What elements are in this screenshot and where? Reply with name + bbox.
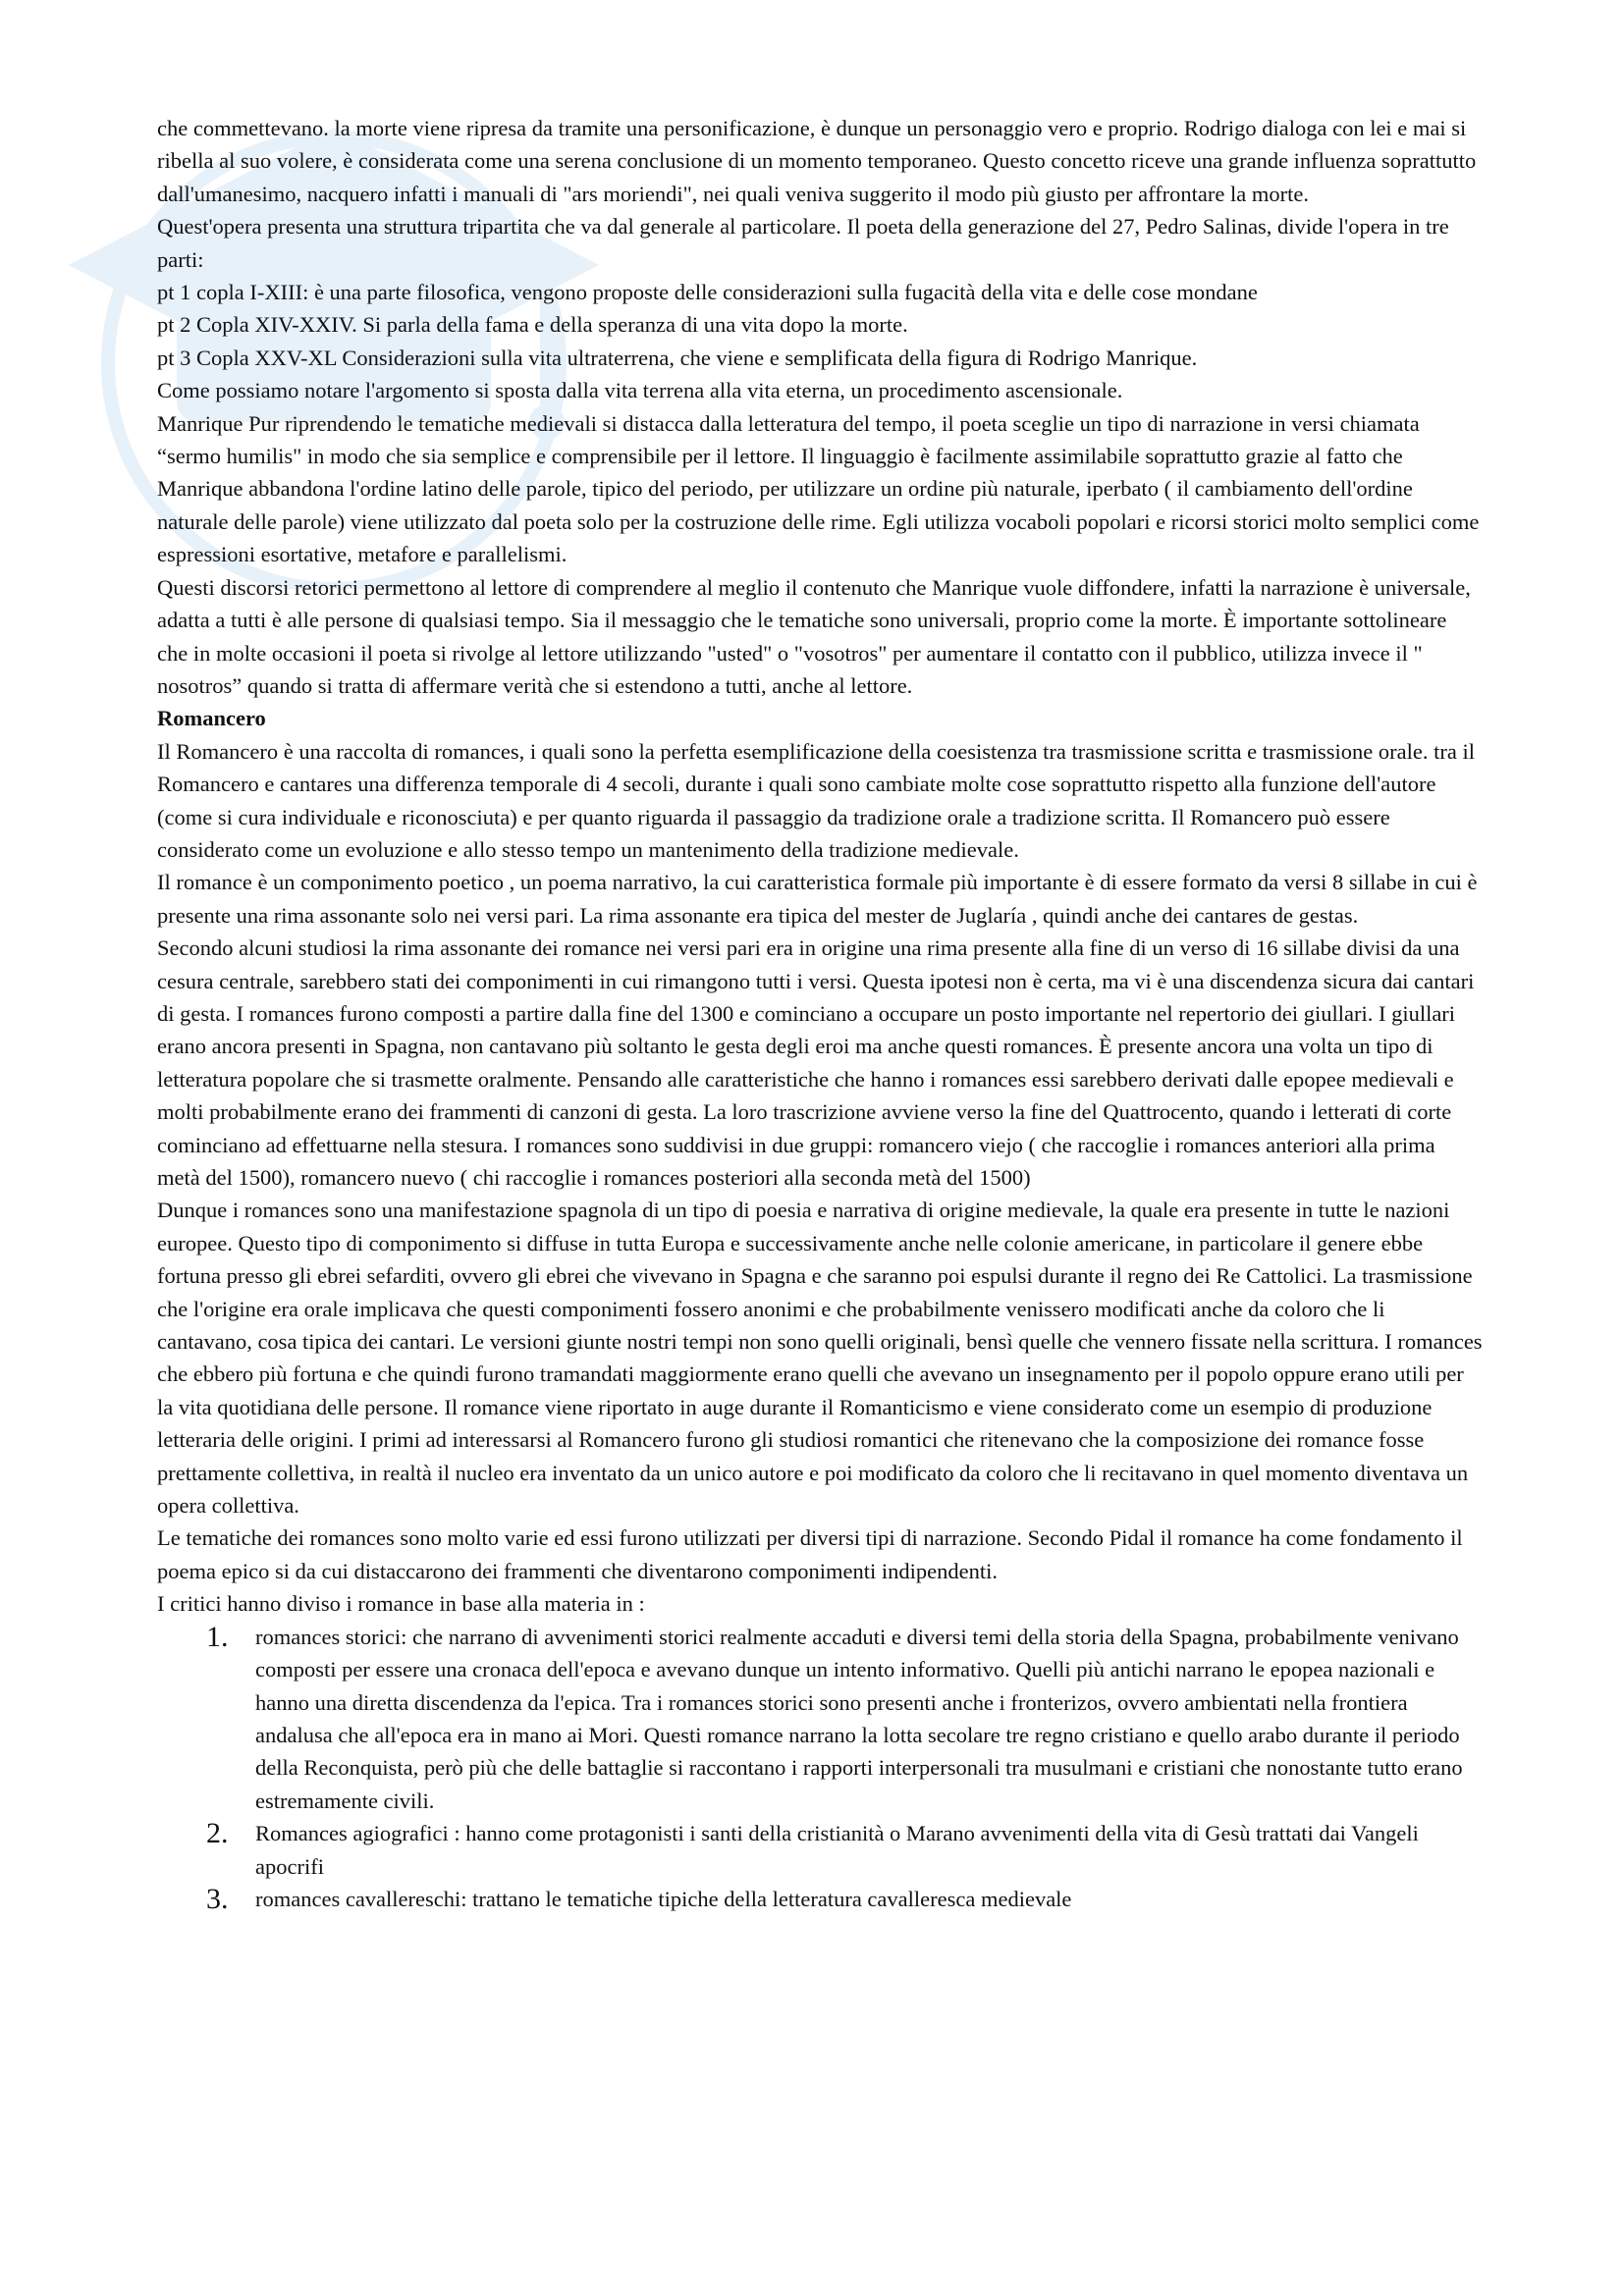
list-item-text: romances storici: che narrano di avvenimenti storici realmente accaduti e diversi temi della storia della Spagna, probabilmente venivano composti per essere una cronaca dell'epoca e avevano dunque un intento informativo. Quelli più antichi narrano le epopea nazionali e hanno una diretta discendenza da l'epica. Tra i romances storici sono presenti anche i fronterizos, ovvero ambientati nella frontiera andalusa che all'epoca era in mano ai Mori. Questi romance narrano la lotta secolare tre regno cristiano e quello arabo durante il periodo della Reconquista, però più che delle battaglie si raccontano i rapporti interpersonali tra musulmani e cristiani che nonostante tutto erano estremamente civili. bbox=[255, 1624, 1463, 1813]
paragraph: Come possiamo notare l'argomento si sposta dalla vita terrena alla vita eterna, un procedimento ascensionale. bbox=[157, 378, 1123, 403]
paragraph: Dunque i romances sono una manifestazione spagnola di un tipo di poesia e narrativa di origine medievale, la quale era presente in tutte le nazioni europee. Questo tipo di componimento si diffuse in tutta Europa e successivamente anche nelle colonie americane, in particolare il genere ebbe fortuna presso gli ebrei sefarditi, ovvero gli ebrei che vivevano in Spagna e che saranno poi espulsi durante il regno dei Re Cattolici. La trasmissione che l'origine era orale implicava che questi componimenti fossero anonimi e che probabilmente venissero modificati anche da coloro che li cantavano, cosa tipica dei cantari. Le versioni giunte nostri tempi non sono quelli originali, bensì quelle che vennero fissate nella scrittura. I romances che ebbero più fortuna e che quindi furono tramandati maggiormente erano quelli che avevano un insegnamento per il popolo oppure erano utili per la vita quotidiana delle persone. Il romance viene riportato in auge durante il Romanticismo e viene considerato come un esempio di produzione letteraria delle origini. I primi ad interessarsi al Romancero furono gli studiosi romantici che ritenevano che la composizione dei romance fosse prettamente collettiva, in realtà il nucleo era inventato da un unico autore e poi modificato da coloro che li recitavano in quel momento diventava un opera collettiva. bbox=[157, 1198, 1483, 1519]
list-item bbox=[157, 1817, 1483, 1883]
list-item-number: 3. bbox=[206, 1882, 229, 1915]
paragraph: che commettevano. la morte viene ripresa da tramite una personificazione, è dunque un personaggio vero e proprio. Rodrigo dialoga con lei e mai si ribella al suo volere, è considerata come una serena conclusione di un momento temporaneo. Questo concetto riceve una grande influenza soprattutto dall'umanesimo, nacquero infatti i manuali di "ars moriendi", nei quali veniva suggerito il modo più giusto per affrontare la morte. bbox=[157, 116, 1477, 206]
paragraph: Le tematiche dei romances sono molto varie ed essi furono utilizzati per diversi tipi di narrazione. Secondo Pidal il romance ha come fondamento il poema epico si da cui distaccarono dei frammenti che diventarono componimenti indipendenti. bbox=[157, 1525, 1463, 1583]
paragraph: Manrique Pur riprendendo le tematiche medievali si distacca dalla letteratura del tempo, il poeta sceglie un tipo di narrazione in versi chiamata “sermo humilis" in modo che sia semplice e comprensibile per il lettore. Il linguaggio è facilmente assimilabile soprattutto grazie al fatto che Manrique abbandona l'ordine latino delle parole, tipico del periodo, per utilizzare un ordine più naturale, iperbato ( il cambiamento dell'ordine naturale delle parole) viene utilizzato dal poeta solo per la costruzione delle rime. Egli utilizza vocaboli popolari e ricorsi storici molto semplici come espressioni esortative, metafore e parallelismi. bbox=[157, 410, 1480, 567]
list-item-number: 2. bbox=[206, 1817, 229, 1850]
paragraph: Quest'opera presenta una struttura tripartita che va dal generale al particolare. Il poeta della generazione del 27, Pedro Salinas, divide l'opera in tre parti: bbox=[157, 214, 1449, 272]
paragraph: pt 2 Copla XIV-XXIV. Si parla della fama e della speranza di una vita dopo la morte. bbox=[157, 312, 908, 338]
paragraph: Secondo alcuni studiosi la rima assonante dei romance nei versi pari era in origine una rima presente alla fine di un verso di 16 sillabe divisi da una cesura centrale, sarebbero stati dei componimenti in cui rimangono tutti i versi. Questa ipotesi non è certa, ma vi è una discendenza sicura dai cantari di gesta. I romances furono composti a partire dalla fine del 1300 e cominciano a occupare un posto importante nel repertorio dei giullari. I giullari erano ancora presenti in Spagna, non cantavano più soltanto le gesta degli eroi ma anche questi romances. È presente ancora una volta un tipo di letteratura popolare che si trasmette oralmente. Pensando alle caratteristiche che hanno i romances essi sarebbero derivati dalle epopee medievali e molti probabilmente erano dei frammenti di canzoni di gesta. La loro trascrizione avviene verso la fine del Quattrocento, quando i letterati di corte cominciano ad effettuarne nella stesura. I romances sono suddivisi in due gruppi: romancero viejo ( che raccoglie i romances anteriori alla prima metà del 1500), romancero nuevo ( chi raccoglie i romances posteriori alla seconda metà del 1500) bbox=[157, 935, 1475, 1190]
paragraph: pt 3 Copla XXV-XL Considerazioni sulla vita ultraterrena, che viene e semplificata della figura di Rodrigo Manrique. bbox=[157, 345, 1198, 370]
materia-list bbox=[157, 1621, 1483, 1916]
section-heading: Romancero bbox=[157, 706, 266, 731]
list-item-text: romances cavallereschi: trattano le tematiche tipiche della letteratura cavalleresca medievale bbox=[255, 1886, 1072, 1911]
paragraph: Questi discorsi retorici permettono al lettore di comprendere al meglio il contenuto che Manrique vuole diffondere, infatti la narrazione è universale, adatta a tutti è alle persone di qualsiasi tempo. Sia il messaggio che le tematiche sono universali, proprio come la morte. È importante sottolineare che in molte occasioni il poeta si rivolge al lettore utilizzando "usted" o "vosotros" per aumentare il contatto con il pubblico, utilizza invece il " nosotros” quando si tratta di affermare verità che si estendono a tutti, anche al lettore. bbox=[157, 574, 1471, 698]
document-page bbox=[157, 112, 1483, 1915]
list-item-number: 1. bbox=[206, 1620, 229, 1653]
paragraph: pt 1 copla I-XIII: è una parte filosofica, vengono proposte delle considerazioni sulla fugacità della vita e delle cose mondane bbox=[157, 280, 1258, 305]
list-item-text: Romances agiografici : hanno come protagonisti i santi della cristianità o Marano avvenimenti della vita di Gesù trattati dai Vangeli apocrifi bbox=[255, 1821, 1419, 1879]
list-item bbox=[157, 1621, 1483, 1817]
paragraph: Il Romancero è una raccolta di romances, i quali sono la perfetta esemplificazione della coesistenza tra trasmissione scritta e trasmissione orale. tra il Romancero e cantares una differenza temporale di 4 secoli, durante i quali sono cambiate molte cose soprattutto rispetto alla funzione dell'autore (come si cura individuale e riconosciuta) e per quanto riguarda il passaggio da tradizione orale a tradizione scritta. Il Romancero può essere considerato come un evoluzione e allo stesso tempo un mantenimento della tradizione medievale. bbox=[157, 738, 1475, 862]
list-item bbox=[157, 1883, 1483, 1915]
paragraph: Il romance è un componimento poetico , un poema narrativo, la cui caratteristica formale più importante è di essere formato da versi 8 sillabe in cui è presente una rima assonante solo nei versi pari. La rima assonante era tipica del mester de Juglaría , quindi anche dei cantares de gestas. bbox=[157, 870, 1478, 928]
paragraph: I critici hanno diviso i romance in base alla materia in : bbox=[157, 1591, 645, 1617]
